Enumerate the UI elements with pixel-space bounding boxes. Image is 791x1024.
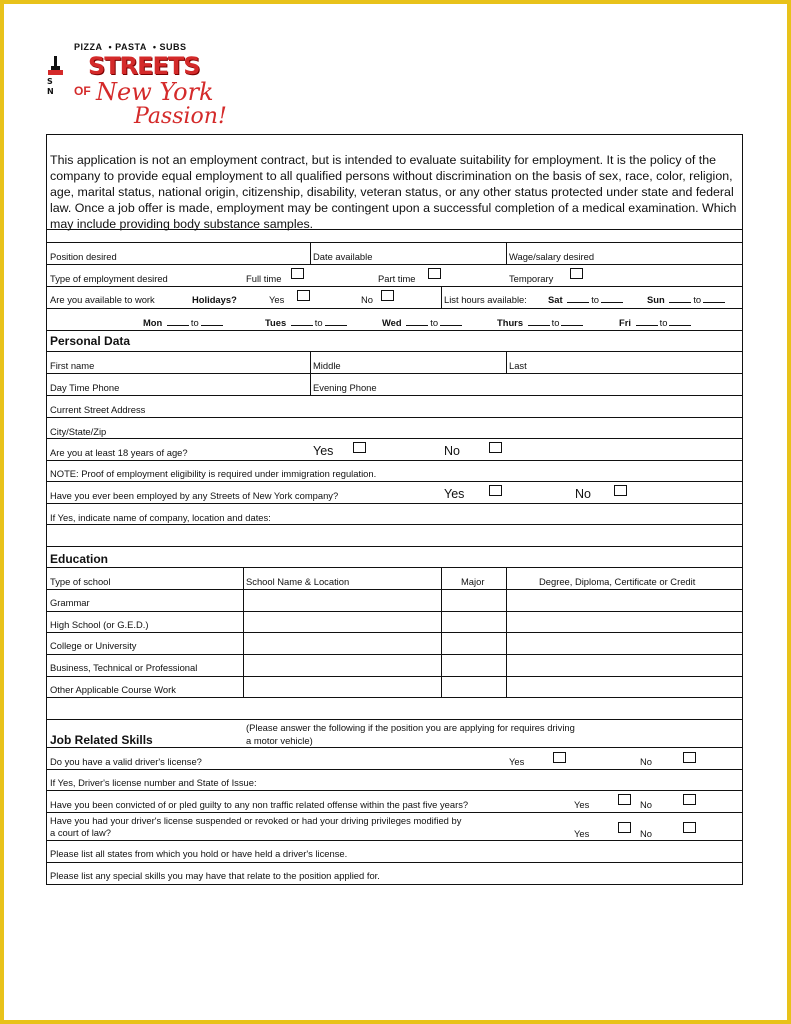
skills-heading-row	[47, 720, 742, 748]
states-question[interactable]: Please list all states from which you hold or have held a driver's license.	[50, 848, 348, 859]
row-employment-type	[47, 265, 742, 287]
to-label: to	[551, 317, 560, 328]
convicted-question: Have you been convicted of or pled guilty to any non traffic related offense within the past five years?	[50, 799, 469, 810]
row-note	[47, 461, 742, 482]
holidays-yes-label: Yes	[269, 294, 285, 305]
education-row	[47, 590, 742, 612]
tues-hours[interactable]	[265, 317, 349, 328]
day-phone-field[interactable]: Day Time Phone	[50, 382, 120, 393]
svg-text:N: N	[47, 87, 54, 96]
svg-text:S: S	[47, 77, 53, 86]
holidays-no-label: No	[361, 294, 373, 305]
type-employment-label: Type of employment desired	[50, 273, 168, 284]
tues-label: Tues	[265, 317, 287, 328]
last-name-field[interactable]: Last	[509, 360, 527, 371]
eligibility-note: NOTE: Proof of employment eligibility is required under immigration regulation.	[50, 468, 377, 479]
suspended-yes-checkbox[interactable]	[618, 822, 631, 833]
col-school-name: School Name & Location	[246, 576, 350, 587]
middle-name-field[interactable]: Middle	[313, 360, 341, 371]
employed-no-checkbox[interactable]	[614, 485, 627, 496]
holidays-yes-checkbox[interactable]	[297, 290, 310, 301]
logo-of: OF	[74, 84, 91, 98]
col-major: Major	[461, 576, 485, 587]
age-no-label: No	[444, 444, 460, 458]
suspended-question-line2: a court of law?	[50, 827, 111, 838]
suspended-question-line1: Have you had your driver's license suspended or revoked or had your driving privileges modified by	[50, 815, 462, 826]
col-type-of-school: Type of school	[50, 576, 111, 587]
to-label: to	[591, 294, 600, 305]
application-form	[46, 134, 743, 885]
thurs-label: Thurs	[497, 317, 524, 328]
row-suspended	[47, 813, 742, 841]
temporary-label: Temporary	[509, 273, 554, 284]
skills-note-line2: a motor vehicle)	[246, 735, 313, 746]
sat-hours[interactable]	[548, 294, 625, 305]
col-degree: Degree, Diploma, Certificate or Credit	[539, 576, 696, 587]
wage-field[interactable]: Wage/salary desired	[509, 251, 595, 262]
education-header-row	[47, 568, 742, 590]
mon-label: Mon	[143, 317, 163, 328]
suspended-yes-label: Yes	[574, 828, 590, 839]
convicted-no-checkbox[interactable]	[683, 794, 696, 805]
suspended-no-checkbox[interactable]	[683, 822, 696, 833]
license-number-field[interactable]: If Yes, Driver's license number and State of Issue:	[50, 777, 257, 788]
list-hours-label: List hours available:	[444, 294, 527, 305]
education-heading: Education	[50, 552, 109, 566]
available-to-work-label: Are you available to work	[50, 294, 155, 305]
holidays-label: Holidays?	[192, 294, 237, 305]
row-employed	[47, 482, 742, 504]
education-row	[47, 612, 742, 633]
thurs-hours[interactable]	[497, 317, 585, 328]
intro-text: This application is not an employment contract, but is intended to evaluate suitability for employment. It is the policy of the company to provide equal employment to all qualified persons without discrimination on the basis of sex, race, color, religion, age, marital status, national origin, citizenship, disability, veteran status, or any other status protected under state and federal law. Once a job offer is made, employment may be contingent upon a successful completion of a medical examination. Which may include providing body substance samples.	[47, 135, 742, 230]
license-no-label: No	[640, 756, 652, 767]
license-question: Do you have a valid driver's license?	[50, 756, 202, 767]
education-row	[47, 633, 742, 655]
skills-note-line1: (Please answer the following if the position you are applying for requires driving	[246, 722, 575, 733]
streets-of-new-york-logo	[46, 40, 246, 135]
employed-no-label: No	[575, 487, 591, 501]
to-label: to	[693, 294, 702, 305]
logo-new-york: New York	[96, 78, 214, 106]
education-type-label: High School (or G.E.D.)	[50, 619, 149, 630]
education-type-label: Other Applicable Course Work	[50, 684, 176, 695]
skyline-icon	[46, 56, 66, 96]
logo-pasta: PASTA	[115, 42, 147, 52]
spacer-row	[47, 230, 742, 243]
sun-hours[interactable]	[647, 294, 727, 305]
row-city	[47, 418, 742, 439]
education-heading-row	[47, 547, 742, 568]
employed-yes-checkbox[interactable]	[489, 485, 502, 496]
logo-streets: STREETS	[88, 52, 200, 80]
row-license	[47, 748, 742, 770]
to-label: to	[190, 317, 199, 328]
age-no-checkbox[interactable]	[489, 442, 502, 453]
education-type-label: Business, Technical or Professional	[50, 662, 198, 673]
skills-heading: Job Related Skills	[50, 733, 153, 747]
employed-question: Have you ever been employed by any Streets of New York company?	[50, 490, 339, 501]
row-convicted	[47, 791, 742, 813]
employed-yes-label: Yes	[444, 487, 465, 501]
row-name	[47, 352, 742, 374]
position-desired-field[interactable]: Position desired	[50, 251, 117, 262]
row-weekday-hours	[47, 309, 742, 331]
evening-phone-field[interactable]: Evening Phone	[313, 382, 377, 393]
special-skills-question[interactable]: Please list any special skills you may have that relate to the position applied for.	[50, 870, 380, 881]
age-yes-label: Yes	[313, 444, 334, 458]
part-time-label: Part time	[378, 273, 416, 284]
to-label: to	[430, 317, 439, 328]
logo-tagline: PIZZA • PASTA • SUBS	[74, 42, 187, 52]
spacer-row	[47, 698, 742, 720]
wed-hours[interactable]	[382, 317, 464, 328]
sun-label: Sun	[647, 294, 665, 305]
row-if-yes	[47, 504, 742, 525]
row-position	[47, 243, 742, 265]
logo-passion: Passion!	[134, 104, 227, 129]
street-address-field[interactable]: Current Street Address	[50, 404, 146, 415]
wed-label: Wed	[382, 317, 402, 328]
part-time-checkbox[interactable]	[428, 268, 441, 279]
city-state-zip-field[interactable]: City/State/Zip	[50, 426, 107, 437]
age-yes-checkbox[interactable]	[353, 442, 366, 453]
education-type-label: College or University	[50, 640, 137, 651]
row-phone	[47, 374, 742, 396]
mon-hours[interactable]	[143, 317, 225, 328]
education-row	[47, 677, 742, 698]
to-label: to	[659, 317, 668, 328]
age-question: Are you at least 18 years of age?	[50, 447, 188, 458]
row-availability	[47, 287, 742, 309]
row-special-skills	[47, 863, 742, 884]
license-yes-label: Yes	[509, 756, 525, 767]
row-age	[47, 439, 742, 461]
fri-label: Fri	[619, 317, 631, 328]
to-label: to	[314, 317, 323, 328]
license-no-checkbox[interactable]	[683, 752, 696, 763]
row-street	[47, 396, 742, 418]
if-yes-company-field[interactable]: If Yes, indicate name of company, location and dates:	[50, 512, 271, 523]
convicted-yes-checkbox[interactable]	[618, 794, 631, 805]
logo-pizza: PIZZA	[74, 42, 103, 52]
full-time-label: Full time	[246, 273, 282, 284]
personal-data-heading-row	[47, 331, 742, 352]
license-yes-checkbox[interactable]	[553, 752, 566, 763]
temporary-checkbox[interactable]	[570, 268, 583, 279]
spacer-row	[47, 525, 742, 547]
full-time-checkbox[interactable]	[291, 268, 304, 279]
row-states	[47, 841, 742, 863]
education-row	[47, 655, 742, 677]
holidays-no-checkbox[interactable]	[381, 290, 394, 301]
logo-subs: SUBS	[159, 42, 187, 52]
personal-data-heading: Personal Data	[50, 334, 131, 348]
education-type-label: Grammar	[50, 597, 90, 608]
convicted-yes-label: Yes	[574, 799, 590, 810]
date-available-field[interactable]: Date available	[313, 251, 373, 262]
sat-label: Sat	[548, 294, 563, 305]
suspended-no-label: No	[640, 828, 652, 839]
row-license-number	[47, 770, 742, 791]
fri-hours[interactable]	[619, 317, 693, 328]
convicted-no-label: No	[640, 799, 652, 810]
first-name-field[interactable]: First name	[50, 360, 95, 371]
